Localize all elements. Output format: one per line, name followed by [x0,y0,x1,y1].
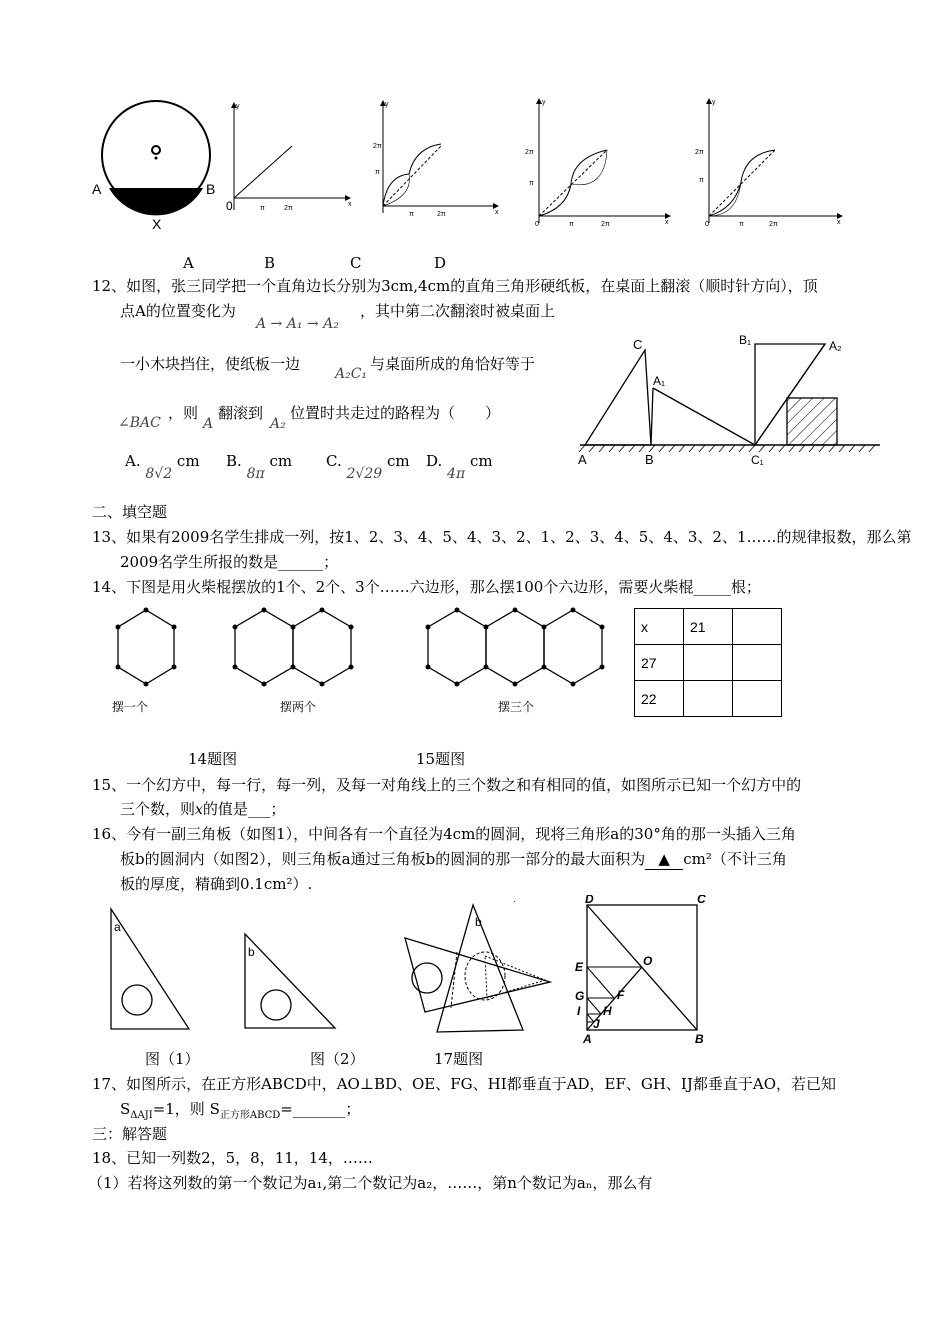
choice-unit: cm [176,452,200,470]
svg-text:E: E [575,960,584,974]
q17-fig-caption: 17题图 [434,1050,484,1068]
choice-label: D. [426,452,443,470]
svg-text:2π: 2π [601,221,610,228]
q16-line3: 板的厚度，精确到0.1cm²）. [120,875,313,893]
q12-figure [575,330,885,470]
text: 三个数，则 [120,800,196,818]
q12-path-expr: A → A₁ → A₂ [256,316,339,332]
svg-text:C: C [697,895,706,906]
svg-text:A₂: A₂ [829,339,842,353]
cell [733,609,782,645]
text: =_______； [280,1100,361,1118]
svg-text:B: B [695,1032,704,1045]
cell: 21 [684,609,733,645]
svg-text:π: π [260,205,265,212]
choice-unit: cm [386,452,410,470]
q14-hexagon-figures [90,605,630,725]
svg-text:A₁: A₁ [653,374,666,388]
cell [684,681,733,717]
q12-line3-expr: A₂C₁ [335,366,368,382]
text: =1，则 S [152,1100,220,1118]
q12-line1: 12、如图，张三同学把一个直角边长分别为3cm,4cm的直角三角形硬纸板，在桌面上翻滚（顺时针方向），顶 [92,277,818,295]
choice-expr: 2√29 [346,466,383,482]
section-3-heading: 三：解答题 [92,1125,168,1143]
svg-text:摆一个: 摆一个 [112,700,149,714]
choice-unit: cm [269,452,293,470]
svg-text:y: y [542,99,546,106]
cell: 22 [635,681,684,717]
svg-text:C₁: C₁ [751,453,764,467]
svg-text:B: B [645,452,654,467]
q17-line1: 17、如图所示，在正方形ABCD中，AO⊥BD、OE、FG、HI都垂直于AD，EF、GH、IJ都垂直于AO，若已知 [92,1075,837,1093]
svg-text:D: D [585,895,594,906]
q11-option-A[interactable]: A [183,254,194,272]
q16-fig1-caption: 图（1） [145,1050,200,1068]
svg-text:2π: 2π [695,149,704,156]
cell: x [635,609,684,645]
q12-line2b: ，其中第二次翻滚时被桌面上 [360,302,556,320]
q16-fig2-caption: 图（2） [310,1050,365,1068]
q15-line1: 15、一个幻方中，每一行，每一列，及每一对角线上的三个数之和有相同的值，如图所示已知一个幻方中的 [92,776,802,794]
q12-line4a: ，则 [168,404,199,422]
choice-unit: cm [469,452,493,470]
q12-line2a: 点A的位置变化为 [120,302,236,320]
magic-square-table [634,608,782,717]
svg-text:0: 0 [705,221,709,228]
section-2-heading: 二、填空题 [92,503,168,521]
q12-choice-D[interactable] [426,452,493,482]
q12-line4c: 位置时共走过的路程为（ ） [290,404,501,422]
q11-circle-figure [90,98,230,238]
choice-label: A. [125,452,141,470]
q12-line4c2: A₂ [270,416,286,432]
label-X: X [152,216,162,232]
svg-text:x: x [837,219,841,226]
answer-blank[interactable] [645,849,683,870]
svg-text:y: y [712,99,716,106]
svg-text:A: A [583,1032,592,1045]
q12-line3a: 一小木块挡住，使纸板一边 [120,355,301,373]
q15-line2 [120,799,285,820]
q14-fig-caption: 14题图 [188,750,238,768]
triangle-marker: ▲ [658,850,670,868]
svg-text:O: O [643,954,653,968]
var-x: x [195,802,203,818]
table-row [635,609,782,645]
q18-line2: （1）若将这列数的第一个数记为a₁,第二个数记为a₂，……，第n个数记为aₙ，那么有 [88,1174,653,1192]
q15-fig-caption: 15题图 [416,750,466,768]
svg-text:b: b [475,915,482,929]
svg-text:B₁: B₁ [739,333,752,347]
cell [684,645,733,681]
choice-expr: 4π [447,466,466,482]
cell [733,681,782,717]
text: 的值是___； [202,800,286,818]
svg-text:摆三个: 摆三个 [498,700,535,714]
svg-text:y: y [385,101,389,108]
svg-text:y: y [236,103,240,110]
svg-text:·: · [513,900,517,907]
svg-text:摆两个: 摆两个 [280,700,317,714]
q18-line1: 18、已知一列数2，5，8，11，14，…… [92,1149,373,1167]
svg-text:x: x [348,201,352,208]
q11-option-D[interactable]: D [434,254,447,272]
q16-line2 [120,849,787,870]
svg-text:π: π [739,221,744,228]
label-B: B [206,181,216,197]
q12-line3b: 与桌面所成的角恰好等于 [370,355,536,373]
svg-text:C: C [633,337,643,352]
svg-text:I: I [577,1004,581,1018]
svg-text:π: π [375,169,380,176]
q16-triangle-b-figure [240,930,340,1035]
q11-graph-C [365,98,505,223]
svg-text:H: H [603,1004,612,1018]
svg-text:π: π [569,221,574,228]
cell: 27 [635,645,684,681]
choice-expr: 8π [246,466,265,482]
choice-expr: 8√2 [145,466,173,482]
svg-text:F: F [617,988,625,1002]
svg-text:b: b [248,945,255,959]
table-row [635,645,782,681]
q12-line4-expr: ∠BAC [118,415,161,431]
svg-text:π: π [699,177,704,184]
q11-option-C[interactable]: C [350,254,362,272]
q12-choice-A[interactable] [125,452,200,482]
svg-text:0: 0 [226,199,233,213]
svg-text:2π: 2π [437,211,446,218]
svg-text:π: π [529,180,534,187]
text: 板b的圆洞内（如图2），则三角板a通过三角板b的圆洞的那一部分的最大面积为 [120,850,646,868]
text: S [120,1100,131,1118]
svg-text:G: G [575,989,585,1003]
svg-text:2π: 2π [284,205,293,212]
svg-text:A: A [578,452,587,467]
svg-text:a: a [114,920,121,934]
table-row [635,681,782,717]
q16-line1: 16、今有一副三角板（如图1），中间各有一个直径为4cm的圆洞，现将三角形a的30°角的那一头插入三角 [92,825,796,843]
svg-text:x: x [665,219,669,226]
label-A: A [92,181,102,197]
q11-graph-B [220,98,355,223]
cell [733,645,782,681]
q16-combined-figure [395,900,565,1045]
q17-line2 [120,1099,360,1126]
choice-label: B. [226,452,242,470]
svg-text:2π: 2π [373,143,382,150]
q12-line4b: 翻滚到 [218,404,264,422]
q12-choice-B[interactable] [226,452,293,482]
choice-label: C. [326,452,342,470]
q13-line2: 2009名学生所报的数是______； [120,553,339,571]
svg-text:0: 0 [535,221,539,228]
subscript: 正方形ABCD [219,1110,281,1121]
svg-text:2π: 2π [525,149,534,156]
q12-choice-C[interactable] [326,452,410,482]
q13-line1: 13、如果有2009名学生排成一列，按1、2、3、4、5、4、3、2、1、2、3、4、5、4、3、2、1……的规律报数，那么第 [92,528,912,546]
q17-square-figure [575,895,715,1045]
q14-line1: 14、下图是用火柴棍摆放的1个、2个、3个……六边形，那么摆100个六边形，需要火柴棍_____根； [92,578,761,596]
svg-text:x: x [495,209,499,216]
q11-graph-D1 [515,98,675,233]
q11-graph-D2 [685,98,850,233]
svg-text:2π: 2π [769,221,778,228]
text: cm²（不计三角 [683,850,787,868]
subscript: ΔAJI [130,1110,153,1121]
q12-line4a2: A [203,416,214,432]
q11-option-B[interactable]: B [264,254,276,272]
q16-triangle-a-figure [105,905,195,1035]
svg-text:π: π [409,211,414,218]
svg-text:J: J [593,1017,600,1031]
